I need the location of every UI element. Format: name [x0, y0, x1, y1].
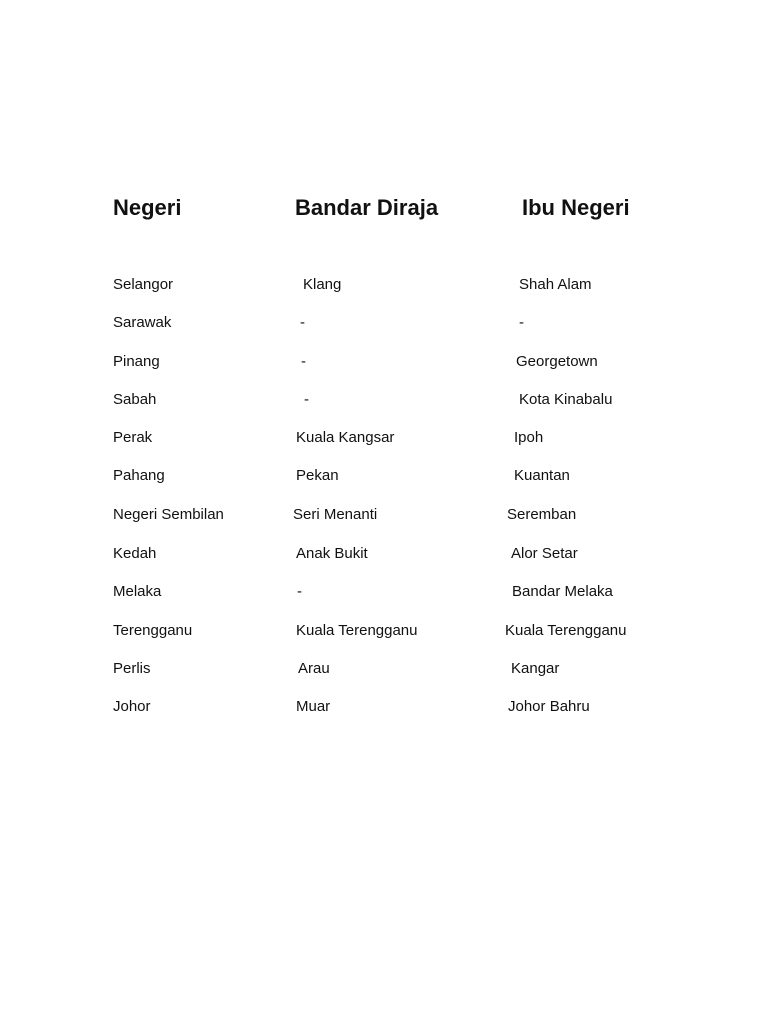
table-row [0, 464, 768, 488]
cell-ibu-negeri: Alor Setar [511, 545, 578, 562]
cell-ibu-negeri: Kuantan [514, 467, 570, 484]
table-row [0, 580, 768, 604]
cell-bandar-diraja: Klang [303, 276, 342, 293]
cell-negeri: Sarawak [113, 314, 172, 331]
cell-bandar-diraja: Kuala Kangsar [296, 429, 395, 446]
cell-negeri: Perak [113, 429, 153, 446]
cell-ibu-negeri: Bandar Melaka [512, 583, 613, 600]
cell-bandar-diraja: Pekan [296, 467, 339, 484]
table-row [0, 619, 768, 643]
table-row [0, 503, 768, 527]
cell-negeri: Pahang [113, 467, 165, 484]
cell-negeri: Selangor [113, 276, 174, 293]
cell-bandar-diraja: Anak Bukit [296, 545, 368, 562]
cell-negeri: Perlis [113, 660, 151, 677]
cell-ibu-negeri: Georgetown [516, 353, 598, 370]
table-row [0, 695, 768, 719]
cell-bandar-diraja: Arau [298, 660, 330, 677]
cell-negeri: Johor [113, 698, 151, 715]
cell-ibu-negeri: Ipoh [514, 429, 544, 446]
table-row [0, 311, 768, 335]
table-row [0, 426, 768, 450]
cell-ibu-negeri: Johor Bahru [508, 698, 590, 715]
cell-negeri: Melaka [113, 583, 162, 600]
table-row [0, 350, 768, 374]
cell-ibu-negeri: Kota Kinabalu [519, 391, 613, 408]
cell-negeri: Kedah [113, 545, 157, 562]
cell-bandar-diraja: - [301, 353, 306, 370]
table-row [0, 542, 768, 566]
cell-bandar-diraja: - [300, 314, 305, 331]
cell-bandar-diraja: Seri Menanti [293, 506, 378, 523]
cell-bandar-diraja: - [304, 391, 309, 408]
cell-negeri: Pinang [113, 353, 160, 370]
cell-negeri: Terengganu [113, 622, 193, 639]
cell-negeri: Sabah [113, 391, 157, 408]
cell-bandar-diraja: Kuala Terengganu [296, 622, 418, 639]
table-row [0, 388, 768, 412]
cell-ibu-negeri: Shah Alam [519, 276, 592, 293]
table-row [0, 657, 768, 681]
table-row [0, 273, 768, 297]
cell-ibu-negeri: Kangar [511, 660, 560, 677]
cell-negeri: Negeri Sembilan [113, 506, 224, 523]
cell-ibu-negeri: Kuala Terengganu [505, 622, 627, 639]
cell-bandar-diraja: - [297, 583, 302, 600]
cell-ibu-negeri: - [519, 314, 524, 331]
cell-bandar-diraja: Muar [296, 698, 331, 715]
column-header-ibu-negeri: Ibu Negeri [522, 195, 630, 220]
column-header-negeri: Negeri [113, 195, 182, 220]
column-header-bandar-diraja: Bandar Diraja [295, 195, 439, 220]
cell-ibu-negeri: Seremban [507, 506, 577, 523]
